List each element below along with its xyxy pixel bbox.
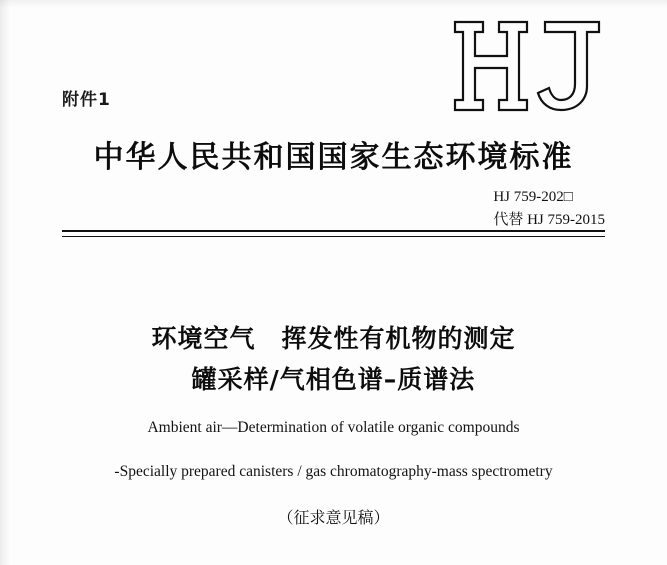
subject-title: [0, 318, 667, 401]
subject-line-2: 罐采样/气相色谱–质谱法: [191, 365, 476, 395]
standard-number: HJ 759-202□: [493, 189, 573, 205]
standard-number-block: [493, 186, 605, 233]
subject-english-line-1: Ambient air—Determination of volatile organic compounds: [147, 419, 520, 436]
subject-line-1: 环境空气 挥发性有机物的测定: [151, 324, 516, 353]
scan-edge-top: [0, 0, 667, 8]
standard-title: 中华人民共和国国家生态环境标准: [93, 140, 574, 175]
attachment-label: 附件1: [62, 90, 111, 110]
divider-thin: [62, 236, 605, 237]
hj-logo: [449, 18, 609, 114]
replaces-number: 代替 HJ 759-2015: [493, 212, 605, 229]
divider-thick: [62, 230, 605, 232]
subject-english-line-2: -Specially prepared canisters / gas chromatography-mass spectrometry: [114, 463, 553, 480]
draft-status: （征求意见稿）: [277, 508, 390, 527]
